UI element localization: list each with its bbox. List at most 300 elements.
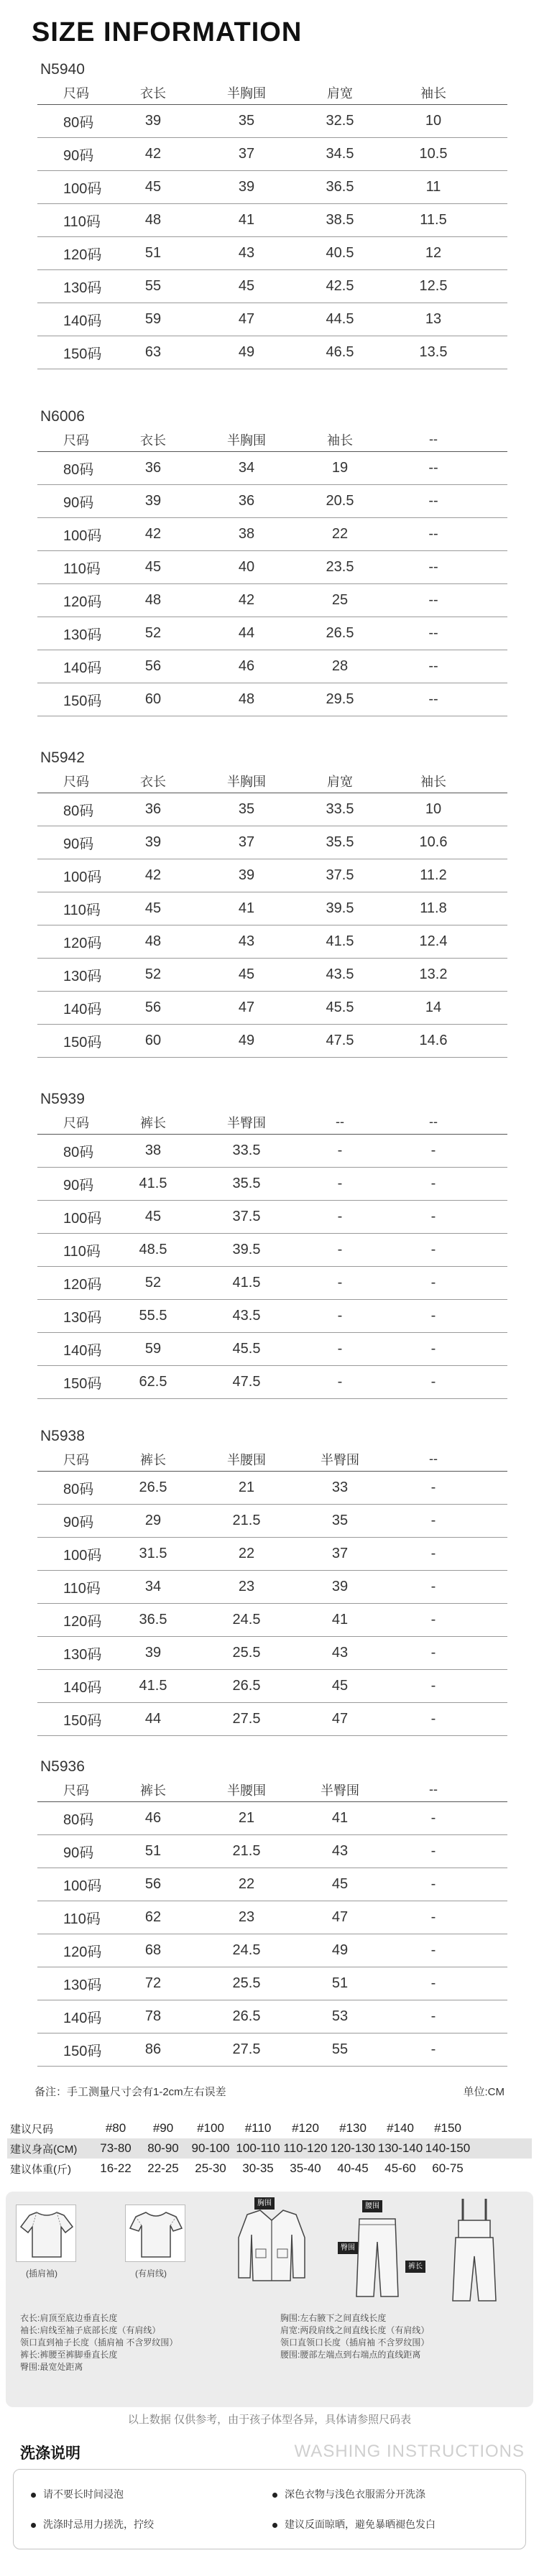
reference-cell: 25-30 <box>195 2161 226 2175</box>
length-tag: 裤长 <box>405 2261 425 2273</box>
table-cell: 42 <box>238 592 255 608</box>
table-cell: 110码 <box>63 1911 101 1927</box>
table-row <box>37 650 507 683</box>
table-cell: 52 <box>144 1275 162 1291</box>
reference-cell: 22-25 <box>147 2161 179 2175</box>
table-cell: 41 <box>238 900 255 916</box>
table-cell: 120码 <box>63 1277 102 1293</box>
table-cell: 49 <box>238 344 255 360</box>
table-cell: 40 <box>238 559 255 575</box>
table-cell: 48 <box>144 592 162 608</box>
wash-item-text: 建议反面晾晒，避免暴晒褪色发白 <box>285 2519 436 2530</box>
size-table <box>37 1756 507 2067</box>
table-cell: 12.4 <box>419 933 448 949</box>
table-cell: 37 <box>238 834 255 850</box>
table-cell: 22 <box>331 526 349 542</box>
table-cell: 56 <box>144 658 162 674</box>
table-cell: 43 <box>331 1843 349 1859</box>
chest-tag: 胸围 <box>254 2197 275 2210</box>
table-cell: 110码 <box>63 214 101 230</box>
table-cell: 10 <box>425 113 442 129</box>
table-cell: 110码 <box>63 902 101 918</box>
table-cell: 22 <box>238 1876 255 1892</box>
table-cell: -- <box>428 559 438 575</box>
wash-item <box>272 2487 425 2501</box>
table-cell: 48.5 <box>139 1242 167 1257</box>
measure-left-text <box>20 2312 178 2373</box>
table-cell: 24.5 <box>232 1612 261 1628</box>
table-cell: 11.2 <box>420 867 447 883</box>
reference-cell: 30-35 <box>242 2161 274 2175</box>
table-row <box>37 105 507 138</box>
table-cell: - <box>430 1275 436 1291</box>
table-cell: - <box>337 1142 343 1158</box>
table-cell: - <box>337 1242 343 1257</box>
table-cell: 40.5 <box>326 245 354 261</box>
table-cell: 120码 <box>63 594 102 610</box>
table-cell: 47.5 <box>232 1374 261 1390</box>
table-cell: 110码 <box>63 561 101 577</box>
jacket-icon <box>236 2206 308 2285</box>
table-row <box>37 1472 507 1505</box>
table-cell: 62.5 <box>139 1374 167 1390</box>
table-cell: 110码 <box>63 1244 101 1260</box>
table-row <box>37 1333 507 1366</box>
table-cell: 23 <box>238 1909 255 1925</box>
table-cell: 28 <box>331 658 349 674</box>
table-cell: 33 <box>331 1479 349 1495</box>
table-cell: 120码 <box>63 1614 102 1630</box>
raglan-label: (插肩袖) <box>26 2268 57 2279</box>
table-cell: - <box>430 1142 436 1158</box>
table-cell: 51 <box>331 1975 349 1991</box>
table-cell: 35.5 <box>232 1176 261 1191</box>
reference-cell: 73-80 <box>100 2141 132 2155</box>
table-cell: - <box>430 1843 436 1859</box>
table-row <box>37 859 507 892</box>
measure-line: 袖长:肩线至袖子底部长度（有肩线） <box>20 2325 161 2335</box>
header-cell: -- <box>429 1114 438 1129</box>
table-cell: 10 <box>425 801 442 817</box>
wash-title: 洗涤说明 <box>20 2445 80 2462</box>
table-cell: 26.5 <box>139 1479 167 1495</box>
table-cell: 49 <box>238 1033 255 1048</box>
table-cell: 47 <box>331 1909 349 1925</box>
table-row <box>37 1168 507 1201</box>
reference-cell: #90 <box>152 2121 174 2135</box>
table-cell: 51 <box>144 1843 162 1859</box>
table-cell: - <box>430 1876 436 1892</box>
table-cell: -- <box>428 658 438 674</box>
table-cell: 100码 <box>63 181 102 197</box>
model-code: N5940 <box>40 61 85 78</box>
table-cell: 26.5 <box>326 625 354 641</box>
size-table <box>37 406 507 716</box>
measurement-note <box>34 2084 505 2099</box>
table-row <box>37 2000 507 2033</box>
table-cell: 100码 <box>63 869 102 885</box>
table-row <box>37 892 507 925</box>
wash-item-text: 请不要长时间浸泡 <box>43 2488 124 2500</box>
reference-cell: 60-75 <box>432 2161 464 2175</box>
table-cell: 120码 <box>63 936 102 951</box>
table-cell: 45 <box>331 1876 349 1892</box>
measure-guide-panel <box>6 2192 533 2407</box>
table-cell: 45.5 <box>232 1341 261 1357</box>
table-cell: - <box>430 1678 436 1694</box>
table-cell: 21 <box>238 1479 255 1495</box>
reference-cell: #80 <box>105 2121 126 2135</box>
header-cell: 尺码 <box>63 774 89 789</box>
table-row <box>37 683 507 716</box>
table-cell: -- <box>428 691 438 707</box>
table-cell: 45 <box>238 278 255 294</box>
table-cell: 48 <box>238 691 255 707</box>
table-row <box>37 1300 507 1333</box>
table-cell: 41.5 <box>232 1275 261 1291</box>
measure-line: 裤长:裤腰至裤脚垂直长度 <box>20 2350 118 2360</box>
table-cell: 41.5 <box>139 1176 167 1191</box>
header-cell: 半胸围 <box>227 433 266 448</box>
table-cell: 27.5 <box>232 2041 261 2057</box>
header-cell: 袖长 <box>420 86 446 101</box>
table-cell: 39 <box>331 1579 349 1594</box>
size-table <box>37 747 507 1058</box>
table-row <box>37 1201 507 1234</box>
table-cell: 130码 <box>63 1647 102 1663</box>
table-cell: 43 <box>238 933 255 949</box>
table-cell: -- <box>428 493 438 509</box>
table-cell: 150码 <box>63 1713 102 1729</box>
table-cell: 150码 <box>63 346 102 362</box>
table-cell: 110码 <box>63 1581 101 1597</box>
table-cell: 27.5 <box>232 1711 261 1727</box>
table-cell: 59 <box>144 311 162 327</box>
table-cell: 19 <box>331 460 349 476</box>
seam-shirt-icon <box>125 2205 185 2262</box>
reference-cell: 130-140 <box>377 2141 423 2155</box>
table-row <box>37 992 507 1025</box>
table-cell: 24.5 <box>232 1942 261 1958</box>
table-cell: 48 <box>144 212 162 228</box>
pants-icon <box>352 2213 402 2299</box>
table-cell: 130码 <box>63 1310 102 1326</box>
table-cell: 39.5 <box>232 1242 261 1257</box>
table-cell: 34.5 <box>326 146 354 162</box>
reference-row-label: 建议尺码 <box>10 2123 54 2136</box>
table-cell: 80码 <box>63 115 94 131</box>
size-table <box>37 1426 507 1736</box>
table-cell: -- <box>428 526 438 542</box>
table-cell: -- <box>428 592 438 608</box>
table-row <box>37 1135 507 1168</box>
table-cell: - <box>430 1645 436 1661</box>
header-cell: 尺码 <box>63 1115 89 1130</box>
table-cell: 60 <box>144 1033 162 1048</box>
table-cell: - <box>430 1942 436 1958</box>
table-cell: 43 <box>331 1645 349 1661</box>
table-cell: 37.5 <box>232 1209 261 1224</box>
reference-row <box>7 2118 532 2138</box>
table-cell: 45 <box>144 1209 162 1224</box>
table-cell: 39 <box>144 1645 162 1661</box>
header-cell: 衣长 <box>140 774 166 789</box>
table-cell: 63 <box>144 344 162 360</box>
table-cell: 120码 <box>63 1944 102 1960</box>
table-row <box>37 1670 507 1703</box>
table-cell: 25 <box>331 592 349 608</box>
table-header <box>37 1778 507 1802</box>
bullet-icon <box>272 2523 277 2528</box>
table-cell: 90码 <box>63 148 94 164</box>
table-cell: 42 <box>144 867 162 883</box>
table-cell: - <box>430 1374 436 1390</box>
table-row <box>37 204 507 237</box>
table-cell: 45.5 <box>326 1000 354 1015</box>
size-table <box>37 1089 507 1399</box>
table-cell: 55.5 <box>139 1308 167 1324</box>
table-cell: 100码 <box>63 1878 102 1894</box>
reference-cell: 120-130 <box>330 2141 376 2155</box>
table-cell: 25.5 <box>232 1975 261 1991</box>
table-cell: 140码 <box>63 313 102 329</box>
table-cell: - <box>430 1479 436 1495</box>
table-cell: - <box>430 1975 436 1991</box>
table-cell: - <box>430 1909 436 1925</box>
table-row <box>37 171 507 204</box>
table-cell: 38 <box>144 1142 162 1158</box>
header-cell: -- <box>336 1114 344 1129</box>
bullet-icon <box>31 2493 36 2498</box>
table-cell: 31.5 <box>139 1546 167 1561</box>
table-cell: 80码 <box>63 1482 94 1497</box>
table-row <box>37 551 507 584</box>
table-cell: - <box>337 1341 343 1357</box>
table-cell: 26.5 <box>232 1678 261 1694</box>
table-cell: 39 <box>144 113 162 129</box>
note-text: 备注：手工测量尺寸会有1-2cm左右误差 <box>34 2086 226 2098</box>
table-cell: 10.5 <box>419 146 448 162</box>
measure-line: 胸围:左右腋下之间直线长度 <box>280 2313 387 2323</box>
header-cell: 袖长 <box>327 433 353 448</box>
table-cell: 78 <box>144 2008 162 2024</box>
table-cell: 11 <box>425 179 441 195</box>
table-cell: 150码 <box>63 1035 102 1051</box>
reference-cell: 100-110 <box>236 2141 280 2155</box>
hip-tag: 臀围 <box>338 2242 358 2254</box>
table-row <box>37 1637 507 1670</box>
table-row <box>37 138 507 171</box>
table-cell: 140码 <box>63 1343 102 1359</box>
table-cell: 41 <box>331 1612 349 1628</box>
table-cell: 13.2 <box>419 966 448 982</box>
wash-title-en: WASHING INSTRUCTIONS <box>294 2442 525 2461</box>
table-row <box>37 237 507 270</box>
table-cell: 52 <box>144 966 162 982</box>
table-cell: -- <box>428 460 438 476</box>
raglan-shirt-icon <box>16 2205 76 2262</box>
table-cell: 11.8 <box>420 900 447 916</box>
table-cell: 29.5 <box>326 691 354 707</box>
table-cell: 20.5 <box>326 493 354 509</box>
table-cell: 46.5 <box>326 344 354 360</box>
header-cell: 半臀围 <box>321 1452 359 1467</box>
table-row <box>37 1802 507 1835</box>
table-cell: 39 <box>144 493 162 509</box>
table-cell: 140码 <box>63 1680 102 1696</box>
table-header <box>37 1447 507 1472</box>
table-row <box>37 959 507 992</box>
reference-row-label: 建议体重(斤) <box>10 2163 71 2176</box>
table-cell: 46 <box>238 658 255 674</box>
table-cell: 46 <box>144 1810 162 1826</box>
table-row <box>37 1835 507 1868</box>
header-cell: 尺码 <box>63 86 89 101</box>
reference-row <box>7 2159 532 2179</box>
table-cell: 130码 <box>63 280 102 296</box>
table-cell: - <box>430 1176 436 1191</box>
table-cell: 23.5 <box>326 559 354 575</box>
measure-line: 腰围:腰部左端点到右端点的直线距离 <box>280 2350 421 2360</box>
table-row <box>37 1538 507 1571</box>
wash-instructions-panel <box>13 2469 526 2549</box>
table-cell: 55 <box>331 2041 349 2057</box>
table-cell: 43.5 <box>326 966 354 982</box>
table-cell: 35.5 <box>326 834 354 850</box>
table-cell: 150码 <box>63 2044 102 2059</box>
table-cell: 32.5 <box>326 113 354 129</box>
table-cell: 150码 <box>63 693 102 709</box>
table-cell: 36 <box>238 493 255 509</box>
header-cell: -- <box>429 432 438 446</box>
table-cell: 43.5 <box>232 1308 261 1324</box>
table-row <box>37 925 507 959</box>
table-cell: 38 <box>238 526 255 542</box>
table-row <box>37 1703 507 1736</box>
table-row <box>37 270 507 303</box>
measure-right-text <box>280 2312 429 2361</box>
table-cell: - <box>337 1374 343 1390</box>
table-cell: 41.5 <box>326 933 354 949</box>
table-cell: 59 <box>144 1341 162 1357</box>
table-cell: 14 <box>425 1000 442 1015</box>
reference-cell: #100 <box>197 2121 224 2135</box>
table-cell: 86 <box>144 2041 162 2057</box>
table-cell: 56 <box>144 1876 162 1892</box>
table-cell: 48 <box>144 933 162 949</box>
table-row <box>37 485 507 518</box>
table-row <box>37 826 507 859</box>
table-cell: 45 <box>144 179 162 195</box>
table-cell: 21.5 <box>232 1843 261 1859</box>
table-cell: 140码 <box>63 2011 102 2026</box>
reference-cell: #120 <box>292 2121 319 2135</box>
table-cell: - <box>430 1341 436 1357</box>
table-cell: 150码 <box>63 1376 102 1392</box>
table-cell: 68 <box>144 1942 162 1958</box>
table-header <box>37 1110 507 1135</box>
table-cell: - <box>430 1579 436 1594</box>
table-cell: 13 <box>425 311 442 327</box>
table-cell: 130码 <box>63 627 102 643</box>
table-cell: 25.5 <box>232 1645 261 1661</box>
table-cell: - <box>337 1308 343 1324</box>
table-row <box>37 1267 507 1300</box>
table-cell: - <box>430 2041 436 2057</box>
reference-size-table <box>7 2118 532 2179</box>
table-row <box>37 1025 507 1058</box>
header-cell: 肩宽 <box>327 774 353 789</box>
table-cell: 37.5 <box>326 867 354 883</box>
table-cell: 140码 <box>63 1002 102 1017</box>
table-cell: 39 <box>238 867 255 883</box>
table-cell: 39.5 <box>326 900 354 916</box>
table-cell: 130码 <box>63 969 102 984</box>
header-cell: 半腰围 <box>227 1452 266 1467</box>
table-cell: 43 <box>238 245 255 261</box>
table-cell: - <box>337 1275 343 1291</box>
table-cell: 100码 <box>63 1211 102 1227</box>
header-cell: 尺码 <box>63 1452 89 1467</box>
header-cell: 半臀围 <box>321 1783 359 1798</box>
table-cell: 13.5 <box>419 344 448 360</box>
table-cell: 47 <box>331 1711 349 1727</box>
table-cell: 45 <box>144 900 162 916</box>
table-cell: 21 <box>238 1810 255 1826</box>
table-cell: -- <box>428 625 438 641</box>
bullet-icon <box>272 2493 277 2498</box>
table-cell: 44 <box>144 1711 162 1727</box>
table-row <box>37 584 507 617</box>
table-row <box>37 1967 507 2000</box>
wash-item-text: 洗涤时忌用力搓洗，拧绞 <box>43 2519 154 2530</box>
measure-line: 臀围:最宽处距离 <box>20 2362 83 2372</box>
table-cell: - <box>430 1513 436 1528</box>
table-cell: 55 <box>144 278 162 294</box>
table-row <box>37 1366 507 1399</box>
header-cell: 衣长 <box>140 86 166 101</box>
header-cell: 袖长 <box>420 774 446 789</box>
header-cell: -- <box>429 1782 438 1796</box>
table-cell: - <box>430 1711 436 1727</box>
size-table <box>37 59 507 369</box>
header-cell: 裤长 <box>140 1452 166 1467</box>
reference-row <box>7 2138 532 2159</box>
table-row <box>37 2033 507 2067</box>
table-row <box>37 1505 507 1538</box>
table-row <box>37 303 507 336</box>
table-cell: 45 <box>238 966 255 982</box>
table-row <box>37 1604 507 1637</box>
reference-cell: 80-90 <box>147 2141 179 2155</box>
table-cell: 14.6 <box>419 1033 448 1048</box>
table-cell: 36.5 <box>326 179 354 195</box>
table-cell: 49 <box>331 1942 349 1958</box>
table-cell: 80码 <box>63 1812 94 1828</box>
table-row <box>37 336 507 369</box>
reference-cell: 35-40 <box>290 2161 321 2175</box>
header-cell: 尺码 <box>63 433 89 448</box>
table-cell: 38.5 <box>326 212 354 228</box>
table-cell: 47.5 <box>326 1033 354 1048</box>
table-cell: 45 <box>144 559 162 575</box>
table-row <box>37 518 507 551</box>
table-cell: 44 <box>238 625 255 641</box>
model-code: N5938 <box>40 1428 85 1444</box>
wash-item <box>272 2517 436 2531</box>
measure-line: 肩宽:两段肩线之间直线长度（有肩线） <box>280 2325 430 2335</box>
reference-cell: 140-150 <box>425 2141 471 2155</box>
